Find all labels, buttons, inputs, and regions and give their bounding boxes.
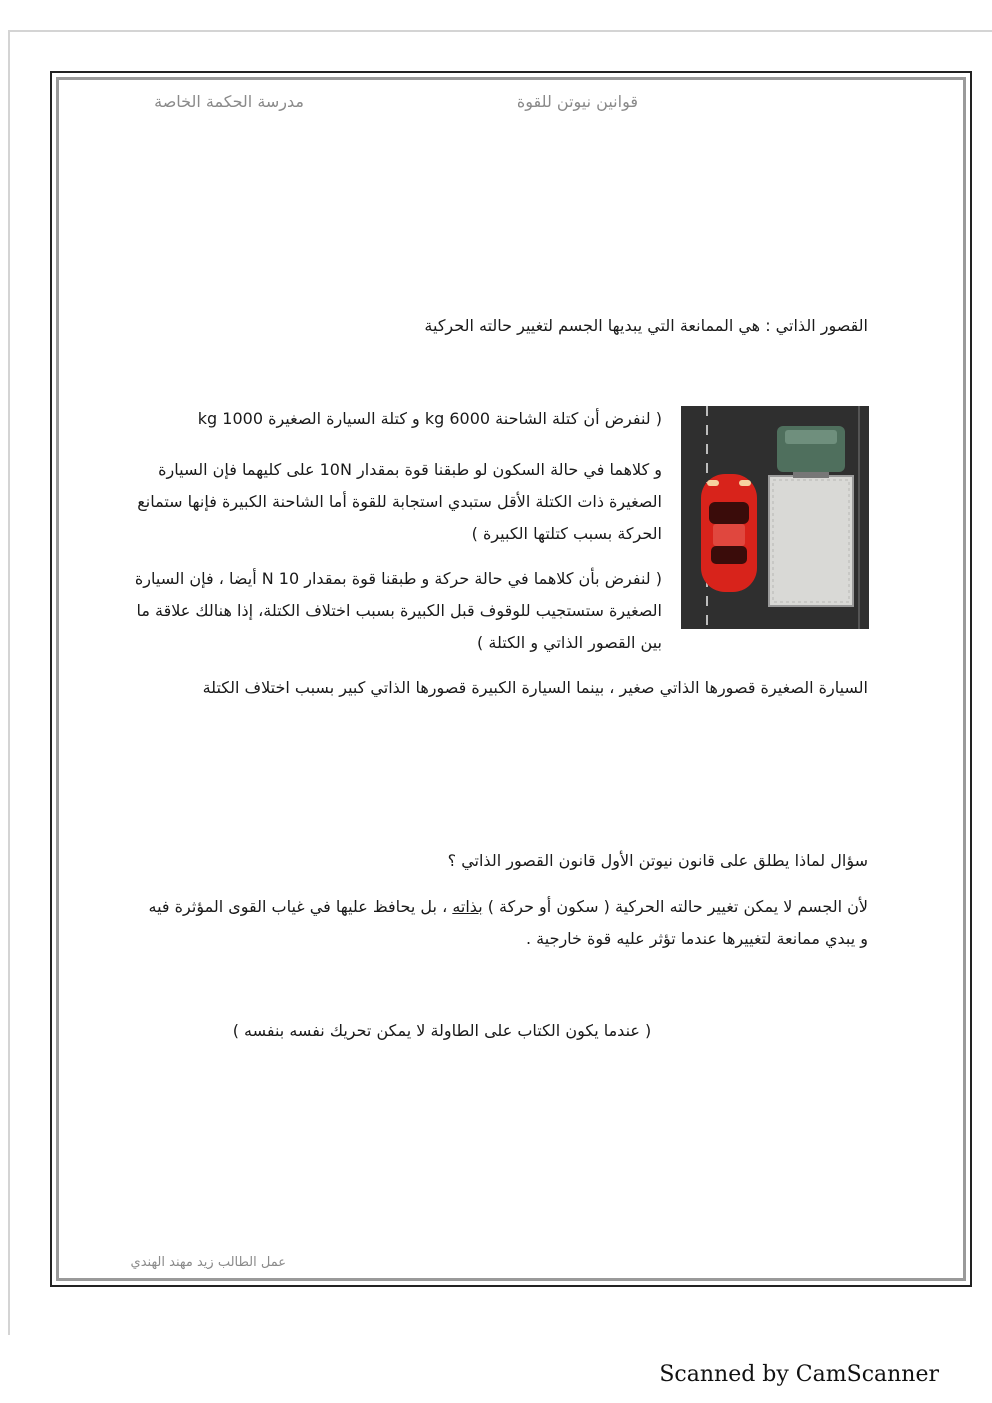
header-title: قوانين نيوتن للقوة [516, 92, 638, 111]
scan-edge-left [8, 30, 10, 1335]
paragraph-conclusion: السيارة الصغيرة قصورها الذاتي صغير ، بينما السيارة الكبيرة قصورها الذاتي كبير بسبب اختلاف الكتلة [202, 678, 868, 697]
example-text: ( عندما يكون الكتاب على الطاولة لا يمكن تحريك نفسه بنفسه ) [232, 1021, 652, 1040]
paragraph-rest-case: و كلاهما في حالة السكون لو طبقنا قوة بمقدار 10N على كليهما فإن السيارة الصغيرة ذات الكتلة الأقل ستبدي استجابة للقوة أما الشاحنة الكبيرة فإنها ستمانع الحركة بسبب كتلتها الكبيرة ) [137, 460, 662, 543]
scan-edge-top [8, 30, 992, 32]
paragraph-motion-case: ( لنفرض بأن كلاهما في حالة حركة و طبقنا قوة بمقدار N 10 أيضا ، فإن السيارة الصغيرة ستستجيب للوقوف قبل الكبيرة بسبب اختلاف الكتلة، إذا هنالك علاقة ما بين القصور الذاتي و الكتلة ) [134, 569, 662, 652]
question-text: سؤال لماذا يطلق على قانون نيوتن الأول قانون القصور الذاتي ؟ [447, 851, 868, 870]
header-school: مدرسة الحكمة الخاصة [154, 92, 304, 111]
answer-end: ، بل يحافظ عليها في غياب القوى المؤثرة فيه و يبدي ممانعة لتغييرها عندما تؤثر عليه قوة خارجية . [148, 897, 868, 948]
truck-trailer [769, 476, 853, 606]
scanner-watermark: Scanned by CamScanner [659, 1362, 939, 1387]
definition-text: القصور الذاتي : هي الممانعة التي يبديها الجسم لتغيير حالته الحركية [424, 316, 868, 335]
answer-text [148, 891, 868, 955]
answer-underlined-word: بذاته [452, 897, 483, 916]
car-windshield [709, 502, 749, 524]
paragraph-mass-assumption: ( لنفرض أن كتلة الشاحنة 6000 kg و كتلة السيارة الصغيرة 1000 kg [197, 409, 662, 428]
answer-start: لأن الجسم لا يمكن تغيير حالته الحركية ( سكون أو حركة ) [482, 897, 868, 916]
footer-author: عمل الطالب زيد مهند الهندي [130, 1255, 286, 1270]
car-rear-window [711, 546, 747, 564]
car-and-truck-illustration [681, 406, 869, 629]
